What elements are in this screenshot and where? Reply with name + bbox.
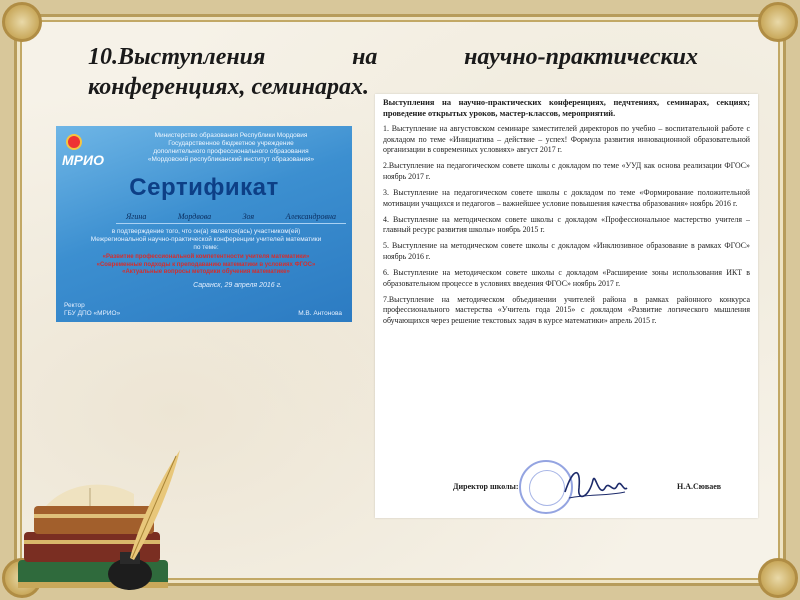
document-item: 1. Выступление на августовском семинаре заместителей директоров по учебно – воспитательной работе с докладом по теме «Инициатива – действие – успех! Формула развития инновационной образовательной организации в современных условиях» август 2017 г. <box>383 124 750 155</box>
certificate-place-date: Саранск, 29 апреля 2016 г. <box>193 282 282 289</box>
certificate-recipient-name: Ягина Мордвова Зоя Александровна <box>126 212 336 221</box>
title-word: на <box>352 44 378 70</box>
title-word: 10.Выступления <box>88 44 266 70</box>
document-item: 2.Выступление на педагогическом совете школы с докладом по теме «УУД как основа реализации ФГОС» ноябрь 2017 г. <box>383 161 750 181</box>
certificate-ministry: Министерство образования Республики Мордовия Государственное бюджетное учреждение дополнительного профессионального образования «Мордовский республиканский институт образования» <box>147 132 315 163</box>
slide-title-line-2: конференциях, семинарах. <box>88 74 369 100</box>
signature-label: Директор школы: <box>453 482 519 491</box>
document-item: 6. Выступление на методическом совете школы с докладом «Расширение зоны использования ИКТ в образовательном процессе в условиях введения ФГОС» ноябрь 2017 г. <box>383 268 750 288</box>
handwritten-signature-icon <box>559 458 629 508</box>
document-item: 7.Выступление на методическом объединении учителей района в рамках районного конкурса профессионального мастерства «Учитель года 2015» с докладом «Развитие логического мышления обучающихся через решение текстовых задач в курсе математики» апрель 2015 г. <box>383 294 750 325</box>
speeches-document <box>375 94 758 518</box>
document-item: 4. Выступление на методическом совете школы с докладом «Профессиональное мастерство учителя – главный ресурс развития школы» ноябрь 2015 г. <box>383 214 750 235</box>
frame-corner-ornament <box>2 2 42 42</box>
certificate-name-underline <box>116 223 346 224</box>
slide-title <box>88 42 698 102</box>
books-and-quill-illustration <box>10 440 190 600</box>
document-item: 3. Выступление на педагогическом совете школы с докладом по теме «Формирование положительной мотивации учащихся и педагогов – важнейшее условие повышения качества образования» ноябрь 2016 г. <box>383 187 750 208</box>
certificate-topic: «Развитие профессиональной компетентности учителя математики» «Современные подходы к преподаванию математики в условиях ФГОС» «Актуальные вопросы методики обучения математике» <box>96 254 316 275</box>
director-signature-block <box>453 464 753 514</box>
frame-corner-ornament <box>758 558 798 598</box>
certificate-rector-name: М.В. Антонова <box>298 310 342 317</box>
signature-name: Н.А.Сюваев <box>677 482 722 491</box>
mrio-emblem-icon <box>66 134 82 150</box>
frame-corner-ornament <box>758 2 798 42</box>
document-item: 5. Выступление на методическом совете школы с докладом «Инклюзивное образование в рамках ФГОС» ноябрь 2016 г. <box>383 241 750 261</box>
certificate-rector: Ректор ГБУ ДПО «МРИО» <box>64 302 121 317</box>
certificate-heading: Сертификат <box>129 174 279 201</box>
slide-title-line-1 <box>88 42 698 72</box>
certificate-image <box>56 126 352 322</box>
certificate-logo: МРИО <box>62 152 104 168</box>
certificate-confirmation: в подтверждение того, что он(а) является(ась) участником(ей) Межрегиональной научно-практической конференции учителей математики по теме: <box>90 228 322 251</box>
document-header: Выступления на научно-практических конференциях, педчтениях, семинарах, секциях; проведение открытых уроков, мастер-классов, мероприятий. <box>383 98 750 118</box>
title-word: научно-практических <box>464 44 698 70</box>
